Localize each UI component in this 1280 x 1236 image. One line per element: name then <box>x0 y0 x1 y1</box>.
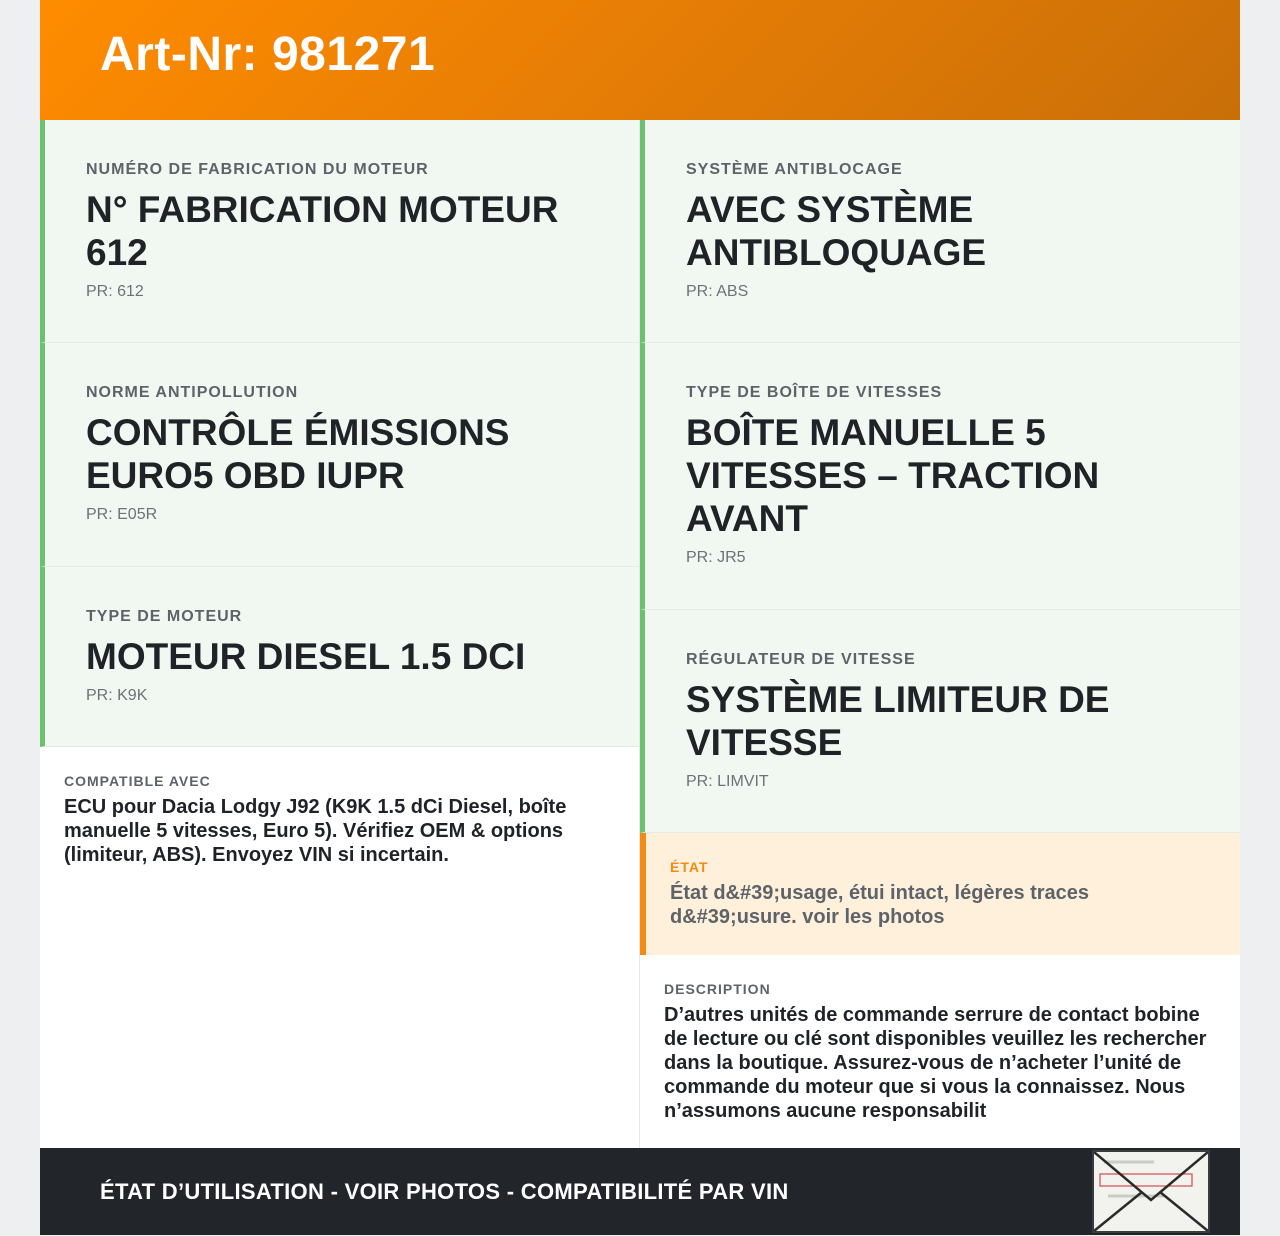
footer-text: ÉTAT D’UTILISATION - VOIR PHOTOS - COMPATIBILITÉ PAR VIN <box>100 1178 789 1204</box>
description-section <box>640 955 1240 1123</box>
spec-value: AVEC SYSTÈME ANTIBLOQUAGE <box>686 189 987 273</box>
left-column <box>40 120 640 1148</box>
spec-label: RÉGULATEUR DE VITESSE <box>686 651 916 668</box>
spec-label: TYPE DE MOTEUR <box>86 608 243 625</box>
spec-code: PR: LIMVIT <box>686 773 769 790</box>
spec-value: MOTEUR DIESEL 1.5 DCI <box>86 636 526 677</box>
article-number-title: Art-Nr: 981271 <box>100 28 436 81</box>
spec-code: PR: 612 <box>86 283 144 300</box>
spec-value: N° FABRICATION MOTEUR 612 <box>86 189 559 273</box>
spec-code: PR: JR5 <box>686 549 746 566</box>
spec-label: NORME ANTIPOLLUTION <box>86 384 299 401</box>
spec-emission-norm <box>40 343 639 567</box>
spec-columns <box>40 120 1240 1148</box>
spec-abs <box>640 120 1240 343</box>
spec-speed-limiter <box>640 610 1240 833</box>
description-label: DESCRIPTION <box>664 981 771 997</box>
spec-value: CONTRÔLE ÉMISSIONS EURO5 OBD IUPR <box>86 412 510 496</box>
spec-gearbox <box>640 343 1240 610</box>
spec-code: PR: K9K <box>86 687 148 704</box>
condition-label: ÉTAT <box>670 859 709 875</box>
compatible-section <box>40 747 639 867</box>
spec-code: PR: ABS <box>686 283 749 300</box>
spec-value: BOÎTE MANUELLE 5 VITESSES – TRACTION AVANT <box>686 412 1100 539</box>
envelope-photo-icon[interactable] <box>1092 1150 1210 1233</box>
spec-value: SYSTÈME LIMITEUR DE VITESSE <box>686 679 1110 763</box>
spec-label: TYPE DE BOÎTE DE VITESSES <box>686 384 943 401</box>
description-text: D’autres unités de commande serrure de contact bobine de lecture ou clé sont disponibles veuillez les rechercher dans la boutique. Assurez-vous de n’acheter l’unité de commande du moteur que si vous la connaissez. Nous n’assumons aucune responsabilit <box>664 1004 1207 1122</box>
spec-label: NUMÉRO DE FABRICATION DU MOTEUR <box>86 161 429 178</box>
spec-code: PR: E05R <box>86 506 158 523</box>
spec-engine-number <box>40 120 639 343</box>
compatible-text: ECU pour Dacia Lodgy J92 (K9K 1.5 dCi Diesel, boîte manuelle 5 vitesses, Euro 5). Vérifiez OEM & options (limiteur, ABS). Envoyez VIN si incertain. <box>64 796 567 866</box>
product-sheet <box>40 0 1240 1235</box>
condition-text: État d&#39;usage, étui intact, légères traces d&#39;usure. voir les photos <box>670 882 1090 928</box>
compatible-label: COMPATIBLE AVEC <box>64 773 211 789</box>
envelope-icon <box>1094 1152 1208 1231</box>
spec-label: SYSTÈME ANTIBLOCAGE <box>686 161 903 178</box>
spec-engine-type <box>40 567 639 747</box>
footer-bar <box>40 1148 1240 1235</box>
condition-section <box>640 833 1240 955</box>
right-column <box>640 120 1240 1148</box>
header-bar <box>40 0 1240 120</box>
